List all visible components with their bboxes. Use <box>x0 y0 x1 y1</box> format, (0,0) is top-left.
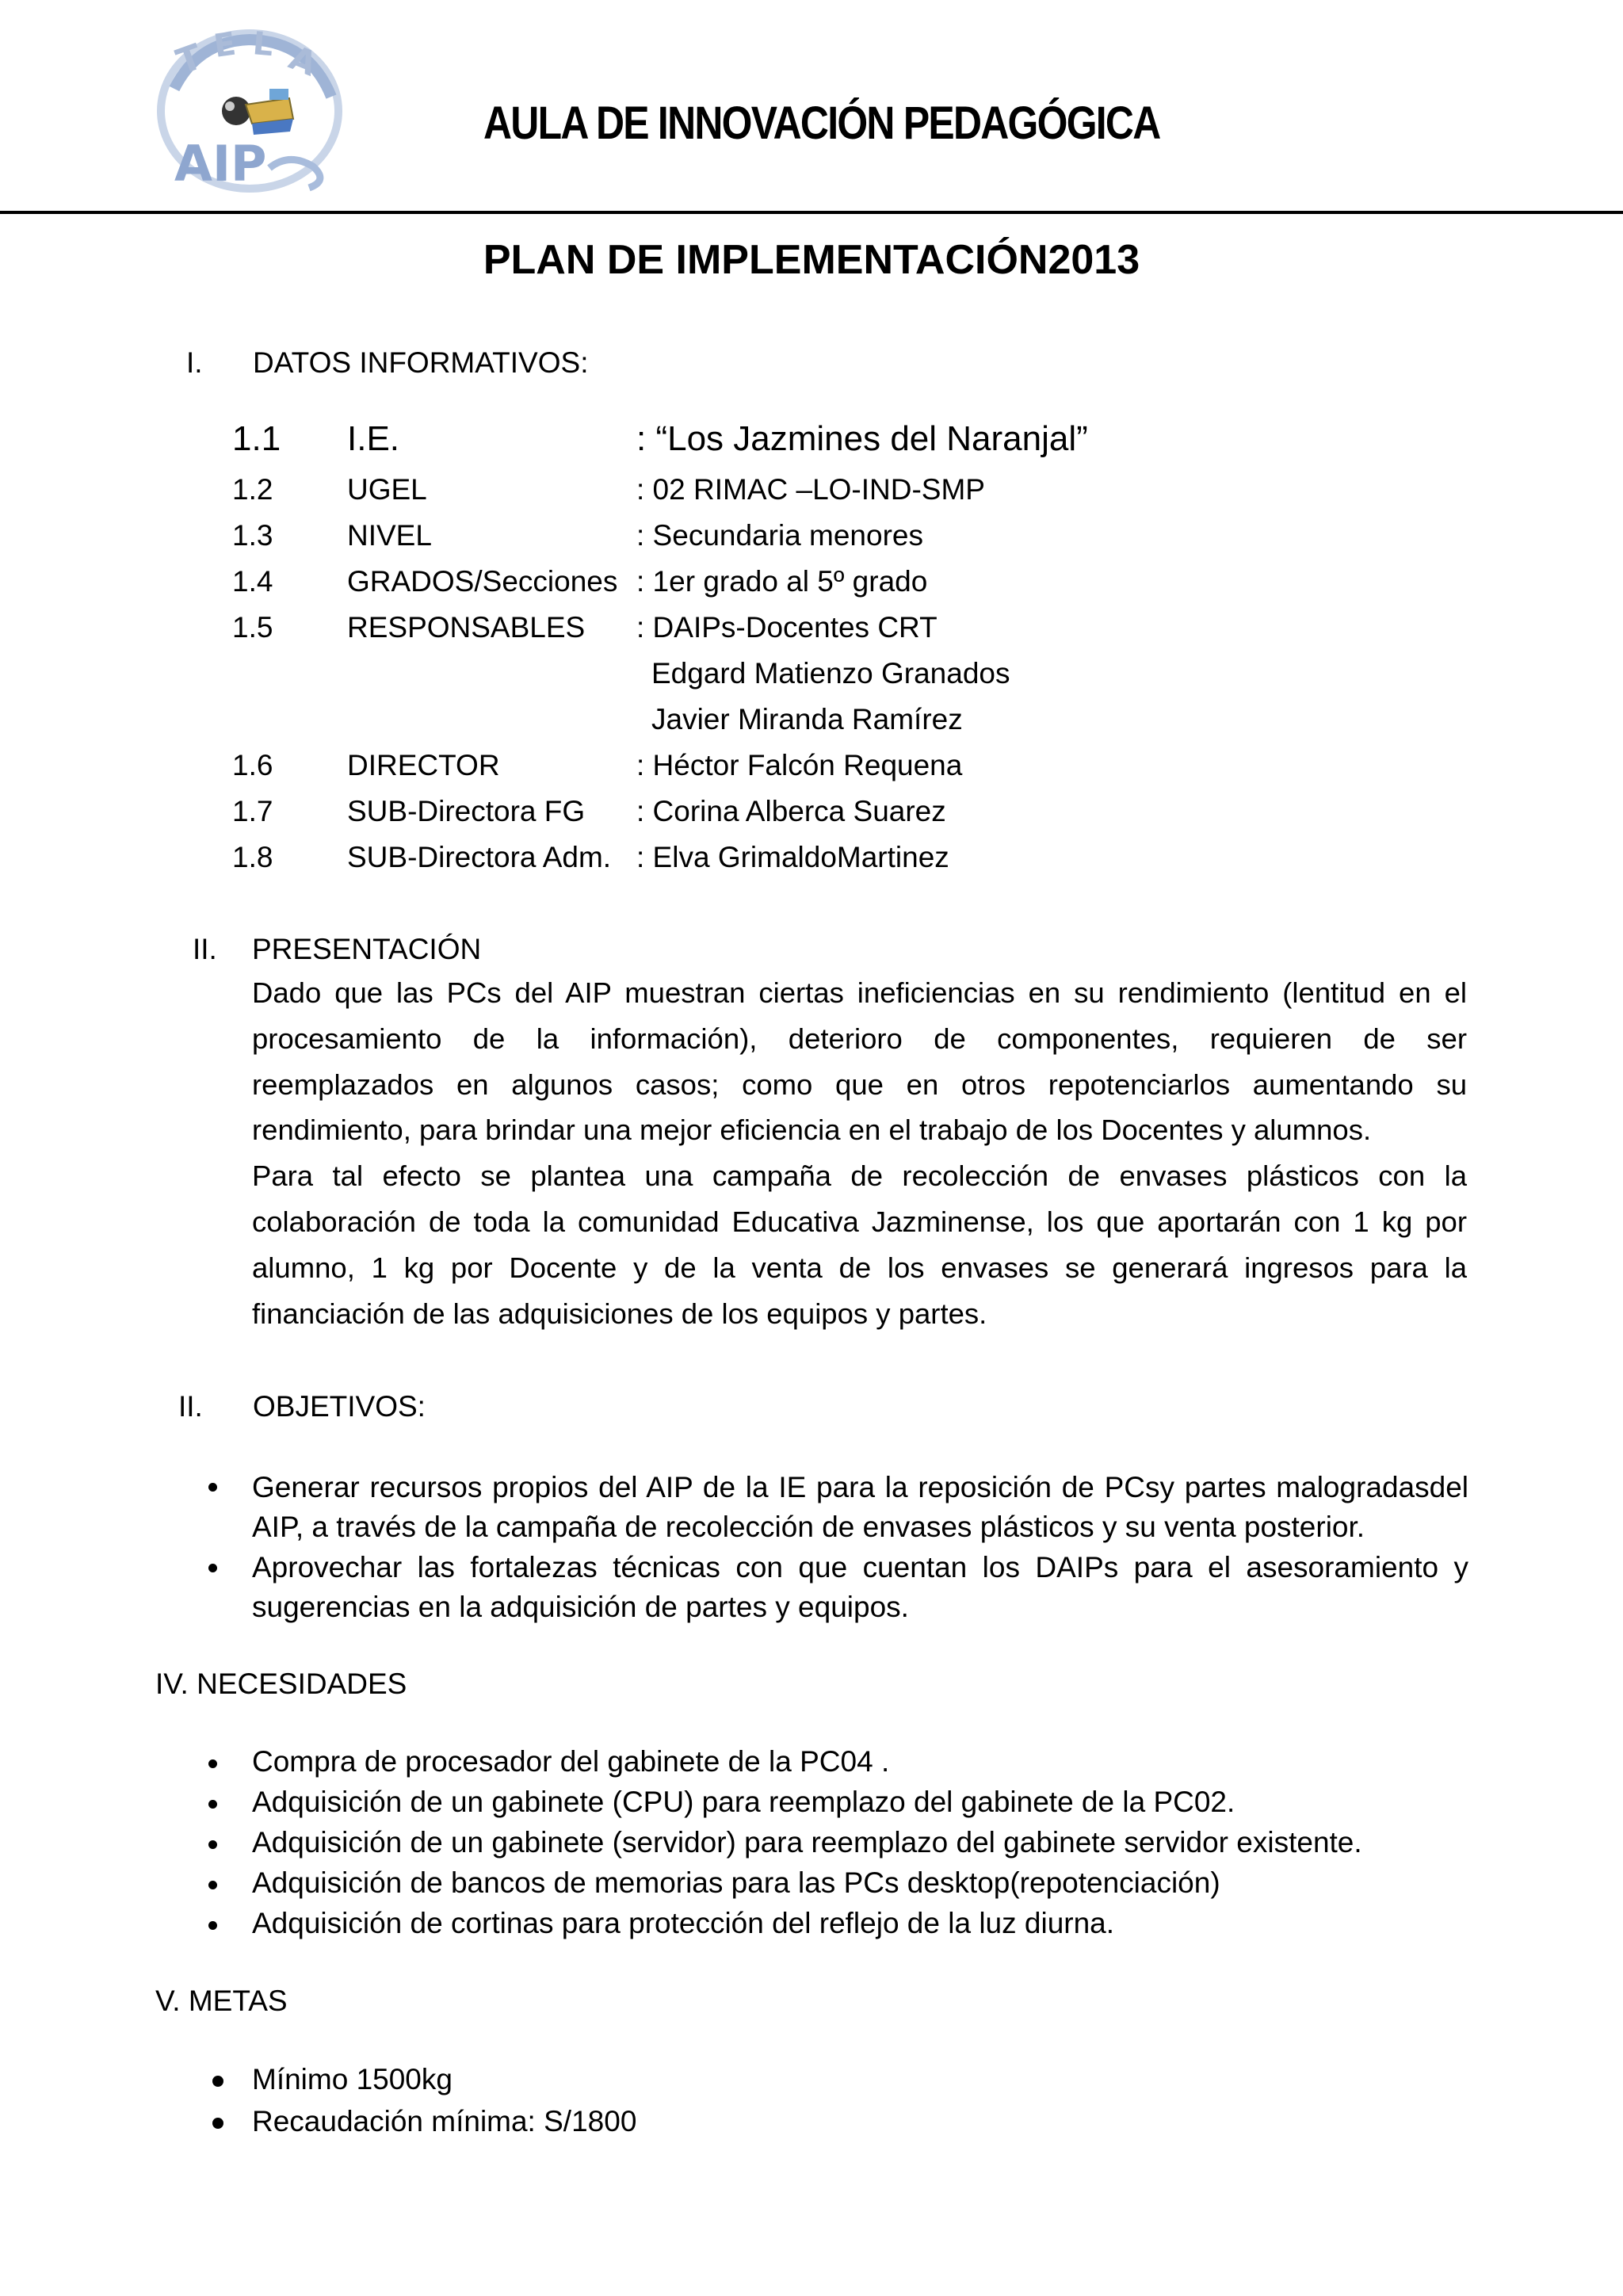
bullet-line: sugerencias en la adquisición de partes y equipos. <box>252 1591 909 1623</box>
svg-text:T: T <box>171 36 208 83</box>
row-label: GRADOS/Secciones <box>347 565 618 598</box>
necesidad-item: Adquisición de un gabinete (servidor) para reemplazo del gabinete servidor existente. <box>252 1826 1362 1859</box>
section-2-title: PRESENTACIÓN <box>252 933 482 965</box>
paragraph-line: rendimiento, para brindar una mejor eficiencia en el trabajo de los Docentes y alumnos. <box>252 1114 1372 1147</box>
svg-text:E: E <box>211 25 239 65</box>
paragraph-line: reemplazados en algunos casos; como que en otros repotenciarlos aumentando su <box>252 1068 1467 1101</box>
document-title: PLAN DE IMPLEMENTACIÓN2013 <box>483 237 1140 283</box>
row-value-continuation: Edgard Matienzo Granados <box>651 657 1010 690</box>
bullet-dot <box>208 1759 217 1768</box>
row-number: 1.2 <box>232 473 273 506</box>
header-title: AULA DE INNOVACIÓN PEDAGÓGICA <box>483 97 1160 149</box>
paragraph-line: alumno, 1 kg por Docente y de la venta de los envases se generará ingresos para la <box>252 1251 1467 1284</box>
row-value: : 02 RIMAC –LO-IND-SMP <box>636 473 985 506</box>
row-value: : Héctor Falcón Requena <box>636 749 963 781</box>
bullet-dot <box>212 2118 223 2129</box>
necesidad-item: Adquisición de bancos de memorias para las PCs desktop(repotenciación) <box>252 1866 1220 1899</box>
bullet-dot <box>208 1881 217 1889</box>
aip-logo-graphic <box>151 25 349 196</box>
row-number: 1.8 <box>232 841 273 873</box>
bullet-line: AIP, a través de la campaña de recolección de envases plásticos y su venta posterior. <box>252 1511 1365 1543</box>
paragraph-line: Para tal efecto se plantea una campaña de recolección de envases plásticos con la <box>252 1159 1467 1193</box>
svg-text:L: L <box>251 25 275 64</box>
row-number: 1.4 <box>232 565 273 598</box>
meta-item: Recaudación mínima: S/1800 <box>252 2105 637 2137</box>
row-label: DIRECTOR <box>347 749 500 781</box>
bullet-dot <box>208 1921 217 1930</box>
row-value-continuation: Javier Miranda Ramírez <box>651 703 963 735</box>
row-number: 1.1 <box>232 419 281 458</box>
objetivo-item <box>252 1468 1468 1547</box>
svg-text:AIP: AIP <box>174 135 267 193</box>
section-2-number: II. <box>193 933 217 965</box>
necesidad-item: Compra de procesador del gabinete de la PC04 . <box>252 1745 890 1778</box>
necesidad-item: Adquisición de un gabinete (CPU) para reemplazo del gabinete de la PC02. <box>252 1786 1235 1818</box>
presentacion-paragraph <box>252 970 1467 1336</box>
bullet-line: Generar recursos propios del AIP de la IE para la reposición de PCsy partes malogradasdel <box>252 1471 1468 1503</box>
row-number: 1.5 <box>232 611 273 644</box>
bullet-dot <box>212 2076 223 2087</box>
row-value: : “Los Jazmines del Naranjal” <box>636 419 1088 458</box>
necesidad-item: Adquisición de cortinas para protección del reflejo de la luz diurna. <box>252 1907 1115 1939</box>
row-label: SUB-Directora Adm. <box>347 841 612 873</box>
bullet-dot <box>208 1840 217 1849</box>
row-value: : Secundaria menores <box>636 519 923 552</box>
row-value: : Elva GrimaldoMartinez <box>636 841 949 873</box>
row-number: 1.6 <box>232 749 273 781</box>
section-4-title: IV. NECESIDADES <box>155 1668 407 1700</box>
section-5-title: V. METAS <box>155 1985 288 2017</box>
section-1-number: I. <box>186 346 203 379</box>
row-label: SUB-Directora FG <box>347 795 586 827</box>
row-label: RESPONSABLES <box>347 611 586 644</box>
section-3-title: OBJETIVOS: <box>253 1390 426 1423</box>
objetivo-item <box>252 1548 1468 1627</box>
row-value: : Corina Alberca Suarez <box>636 795 946 827</box>
paragraph-line: Dado que las PCs del AIP muestran ciertas ineficiencias en su rendimiento (lentitud en el <box>252 976 1467 1009</box>
svg-text:A: A <box>284 37 323 84</box>
row-number: 1.3 <box>232 519 273 552</box>
bullet-dot <box>208 1564 217 1572</box>
row-value: : DAIPs-Docentes CRT <box>636 611 938 644</box>
section-3-number: II. <box>178 1390 203 1423</box>
paragraph-line: colaboración de toda la comunidad Educativa Jazminense, los que aportarán con 1 kg por <box>252 1205 1467 1238</box>
row-label: I.E. <box>347 419 400 458</box>
row-label: UGEL <box>347 473 427 506</box>
bullet-dot <box>208 1800 217 1809</box>
paragraph-line: financiación de las adquisiciones de los equipos y partes. <box>252 1297 987 1330</box>
row-label: NIVEL <box>347 519 432 552</box>
bullet-dot <box>208 1483 217 1492</box>
aip-logo <box>151 25 349 196</box>
row-value: : 1er grado al 5º grado <box>636 565 928 598</box>
header-divider <box>0 211 1623 214</box>
section-1-title: DATOS INFORMATIVOS: <box>253 346 589 379</box>
row-number: 1.7 <box>232 795 273 827</box>
meta-item: Mínimo 1500kg <box>252 2063 453 2095</box>
bullet-line: Aprovechar las fortalezas técnicas con que cuentan los DAIPs para el asesoramiento y <box>252 1551 1468 1584</box>
paragraph-line: procesamiento de la información), deterioro de componentes, requieren de ser <box>252 1022 1467 1055</box>
